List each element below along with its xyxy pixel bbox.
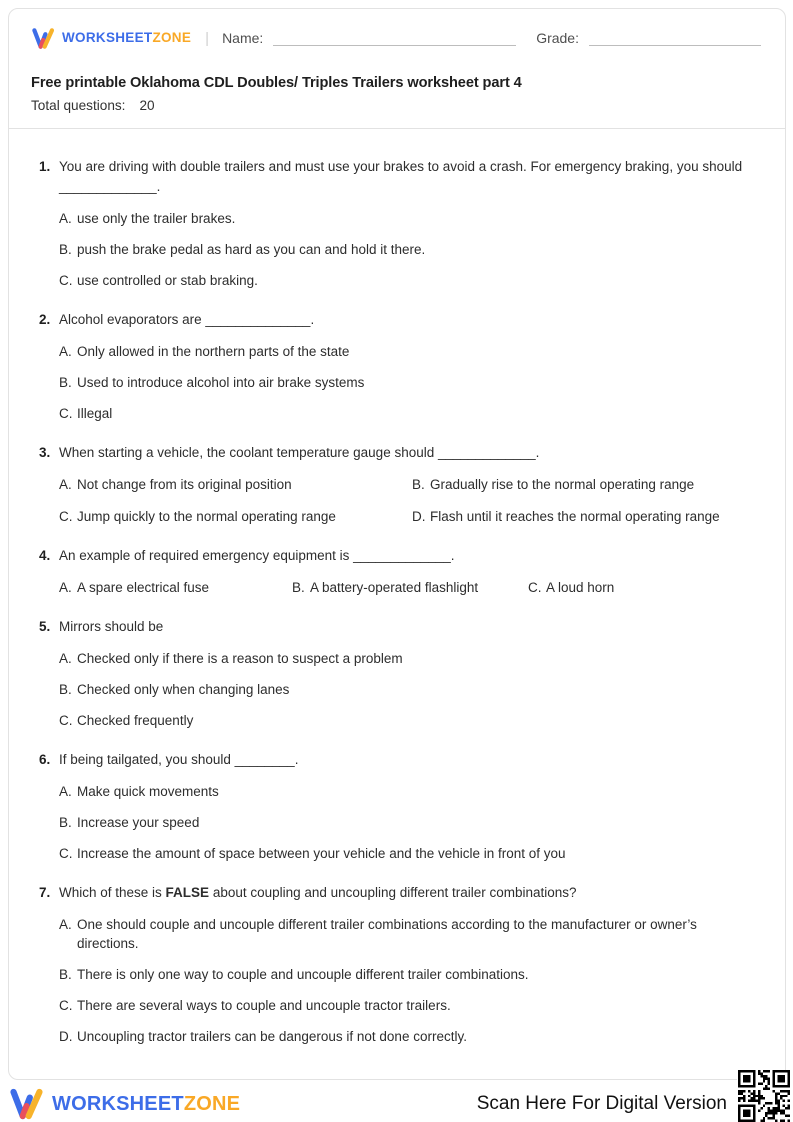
- option-text: Uncoupling tractor trailers can be dangerous if not done correctly.: [77, 1029, 467, 1044]
- question-block: [39, 310, 761, 423]
- option-text: Make quick movements: [77, 784, 219, 799]
- answer-options: [59, 475, 761, 526]
- answer-option: [59, 965, 761, 984]
- option-text: Increase the amount of space between your vehicle and the vehicle in front of you: [77, 846, 566, 861]
- page-title: Free printable Oklahoma CDL Doubles/ Triples Trailers worksheet part 4: [31, 75, 522, 91]
- qr-code: [737, 1070, 791, 1122]
- option-letter: D.: [59, 1029, 73, 1044]
- answer-option: [59, 782, 761, 801]
- option-text: Illegal: [77, 406, 113, 421]
- option-letter: B.: [59, 815, 72, 830]
- question-number: 1.: [39, 159, 51, 174]
- question-head: [39, 617, 761, 637]
- option-letter: D.: [412, 509, 426, 524]
- worksheet-card: [8, 8, 786, 1080]
- answer-option: [59, 711, 761, 730]
- question-number: 3.: [39, 445, 51, 460]
- option-text: Flash until it reaches the normal operating range: [430, 509, 720, 524]
- answer-option: [59, 475, 412, 494]
- question-text: When starting a vehicle, the coolant temperature gauge should _____________.: [59, 445, 540, 460]
- question-number: 7.: [39, 885, 51, 900]
- option-letter: A.: [59, 211, 72, 226]
- question-number: 5.: [39, 619, 51, 634]
- question-block: [39, 617, 761, 730]
- question-head: [39, 883, 761, 903]
- option-letter: C.: [59, 273, 73, 288]
- answer-options: [59, 342, 761, 423]
- name-label: Name:: [222, 30, 264, 46]
- option-letter: C.: [59, 998, 73, 1013]
- grade-write-line: [589, 31, 761, 46]
- option-letter: B.: [59, 967, 72, 982]
- option-letter: C.: [59, 713, 73, 728]
- option-letter: B.: [412, 477, 425, 492]
- option-text: use only the trailer brakes.: [77, 211, 236, 226]
- footer-logo-word-worksheet: WORKSHEET: [52, 1092, 184, 1115]
- option-text: There is only one way to couple and uncouple different trailer combinations.: [77, 967, 529, 982]
- answer-option: [59, 680, 761, 699]
- answer-option: [59, 996, 761, 1015]
- answer-option: [412, 475, 761, 494]
- option-text: A loud horn: [546, 580, 615, 595]
- option-text: Not change from its original position: [77, 477, 292, 492]
- scan-here-text: Scan Here For Digital Version: [476, 1093, 727, 1114]
- question-text: You are driving with double trailers and must use your brakes to avoid a crash. For emergency braking, you should _____________.: [59, 159, 743, 194]
- question-head: [39, 750, 761, 770]
- option-letter: A.: [59, 651, 72, 666]
- questions-list: [9, 129, 785, 1046]
- answer-option: [59, 507, 412, 526]
- answer-option: [59, 271, 761, 290]
- answer-option: [59, 844, 761, 863]
- answer-option: [292, 578, 528, 597]
- answer-options: [59, 209, 761, 290]
- option-text: Gradually rise to the normal operating range: [430, 477, 695, 492]
- answer-options: [59, 915, 761, 1046]
- answer-option: [528, 578, 761, 597]
- total-questions-row: [31, 98, 761, 113]
- answer-options: [59, 578, 761, 597]
- option-letter: C.: [59, 846, 73, 861]
- option-text: Only allowed in the northern parts of the state: [77, 344, 350, 359]
- option-text: push the brake pedal as hard as you can and hold it there.: [77, 242, 426, 257]
- answer-option: [59, 649, 761, 668]
- option-letter: B.: [59, 242, 72, 257]
- answer-options: [59, 649, 761, 730]
- total-questions-value: 20: [139, 98, 155, 113]
- option-text: Used to introduce alcohol into air brake systems: [77, 375, 365, 390]
- option-text: Checked only if there is a reason to suspect a problem: [77, 651, 403, 666]
- footer-logo-wordmark: [52, 1093, 240, 1116]
- answer-option: [59, 578, 292, 597]
- answer-options: [59, 782, 761, 863]
- header-top-row: [31, 24, 761, 52]
- option-text: Jump quickly to the normal operating range: [77, 509, 336, 524]
- question-text: An example of required emergency equipment is _____________.: [59, 548, 455, 563]
- option-letter: A.: [59, 477, 72, 492]
- option-text: use controlled or stab braking.: [77, 273, 258, 288]
- footer-logo-word-zone: ZONE: [183, 1092, 241, 1115]
- option-letter: C.: [59, 406, 73, 421]
- footer-worksheetzone-logo: [8, 1087, 240, 1121]
- page-footer: [8, 1086, 785, 1122]
- question-number: 4.: [39, 548, 51, 563]
- header-separator: |: [205, 29, 210, 47]
- logo-w-icon: [31, 27, 56, 50]
- option-letter: A.: [59, 784, 72, 799]
- option-letter: B.: [59, 682, 72, 697]
- question-number: 2.: [39, 312, 51, 327]
- answer-option: [412, 507, 761, 526]
- question-block: [39, 157, 761, 290]
- option-letter: B.: [292, 580, 305, 595]
- worksheet-header: [9, 9, 785, 113]
- option-text: One should couple and uncouple different trailer combinations according to the manufacturer or owner’s directions.: [77, 917, 697, 951]
- question-text: If being tailgated, you should ________.: [59, 752, 299, 767]
- answer-option: [59, 342, 761, 361]
- answer-option: [59, 373, 761, 392]
- question-text: Alcohol evaporators are ______________.: [59, 312, 315, 327]
- option-letter: C.: [59, 509, 73, 524]
- answer-option: [59, 813, 761, 832]
- qr-code-image: [737, 1070, 791, 1122]
- option-letter: A.: [59, 917, 72, 932]
- option-text: A spare electrical fuse: [77, 580, 210, 595]
- option-text: Checked frequently: [77, 713, 194, 728]
- question-head: [39, 310, 761, 330]
- question-number: 6.: [39, 752, 51, 767]
- logo-wordmark: [62, 29, 191, 47]
- answer-option: [59, 209, 761, 228]
- total-questions-label: Total questions:: [31, 98, 126, 113]
- answer-option: [59, 1027, 761, 1046]
- answer-option: [59, 240, 761, 259]
- option-text: Checked only when changing lanes: [77, 682, 290, 697]
- option-letter: B.: [59, 375, 72, 390]
- question-text: Mirrors should be: [59, 619, 164, 634]
- option-text: There are several ways to couple and uncouple tractor trailers.: [77, 998, 451, 1013]
- worksheetzone-logo: [31, 27, 191, 50]
- answer-option: [59, 915, 761, 953]
- option-letter: A.: [59, 344, 72, 359]
- question-block: [39, 546, 761, 597]
- option-text: A battery-operated flashlight: [310, 580, 479, 595]
- footer-logo-w-icon: [8, 1087, 46, 1121]
- question-block: [39, 883, 761, 1046]
- name-write-line: [273, 31, 516, 46]
- answer-option: [59, 404, 761, 423]
- option-letter: A.: [59, 580, 72, 595]
- question-block: [39, 443, 761, 526]
- question-text: Which of these is FALSE about coupling and uncoupling different trailer combinations?: [59, 885, 577, 900]
- option-letter: C.: [528, 580, 542, 595]
- question-block: [39, 750, 761, 863]
- logo-word-zone: ZONE: [152, 30, 192, 45]
- question-head: [39, 546, 761, 566]
- grade-label: Grade:: [536, 30, 579, 46]
- option-text: Increase your speed: [77, 815, 200, 830]
- question-head: [39, 157, 761, 197]
- question-head: [39, 443, 761, 463]
- logo-word-worksheet: WORKSHEET: [62, 30, 153, 45]
